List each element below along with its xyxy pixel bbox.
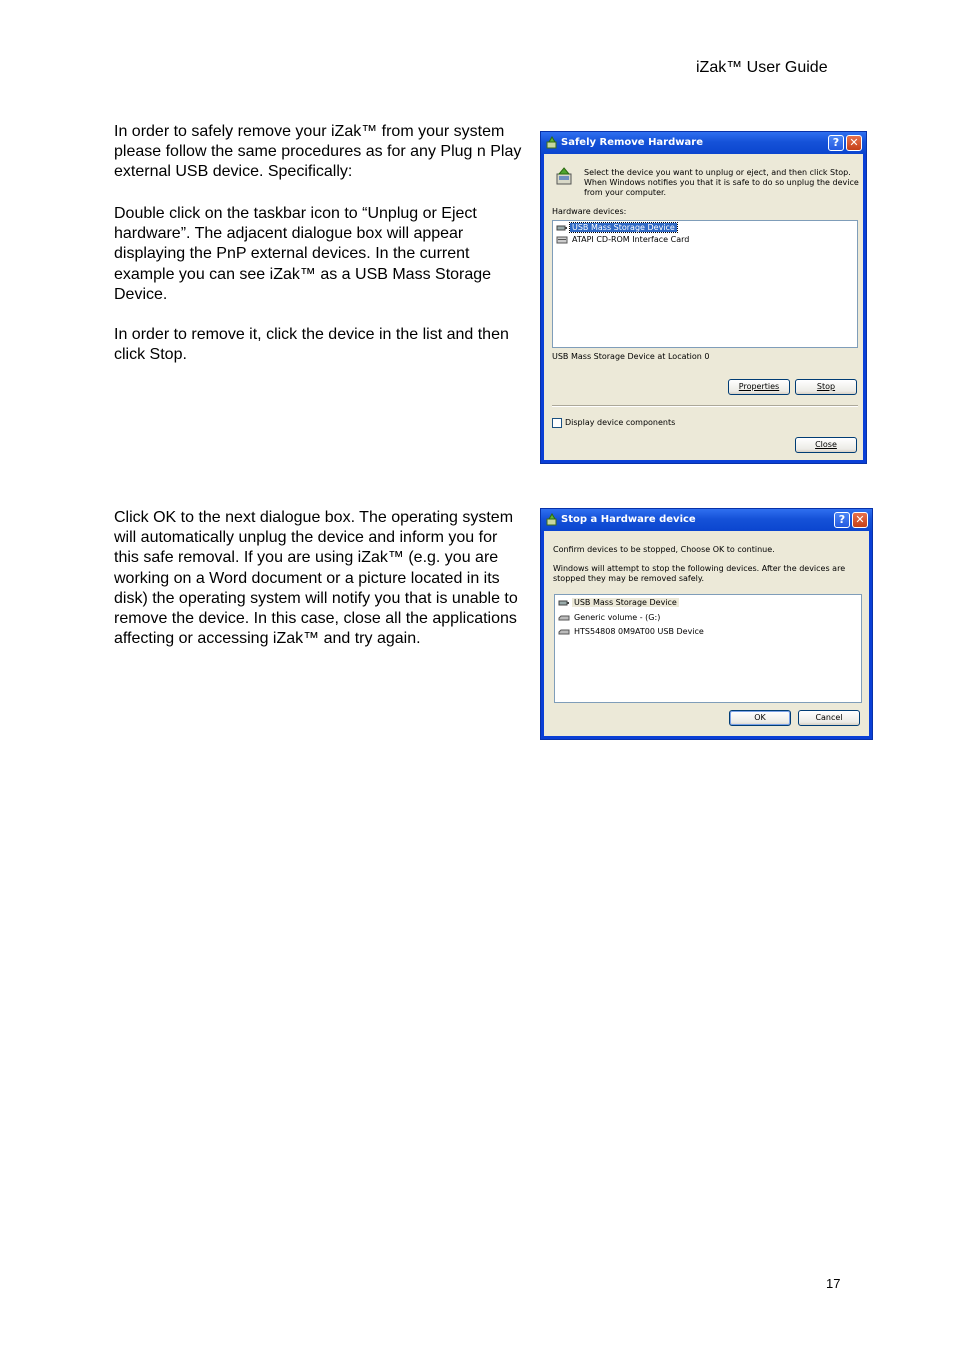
properties-button[interactable]: Properties [728, 379, 790, 395]
page-header-title: iZak™ User Guide [696, 59, 828, 76]
close-window-button[interactable]: ✕ [852, 512, 868, 528]
ok-button[interactable]: OK [729, 710, 791, 726]
info-text: Windows will attempt to stop the following devices. After the devices are stopped they may be removed safely. [553, 564, 846, 583]
display-components-checkbox[interactable] [552, 418, 562, 428]
cdrom-icon [556, 235, 568, 245]
hardware-device-icon [554, 166, 576, 188]
usb-device-icon [556, 223, 568, 233]
dialog-title: Safely Remove Hardware [561, 137, 703, 148]
stop-button[interactable]: Stop [795, 379, 857, 395]
hardware-devices-label: Hardware devices: [552, 207, 627, 216]
separator [552, 405, 858, 407]
instructions-text: Select the device you want to unplug or eject, and then click Stop. When Windows notifies you that it is safe to do so unplug the device from your computer. [584, 168, 859, 197]
help-button[interactable]: ? [828, 135, 844, 151]
safely-remove-icon [545, 136, 559, 150]
paragraph-intro: In order to safely remove your iZak™ from your system please follow the same procedures as for any Plug n Play external USB device. Specifically: [114, 123, 522, 181]
hardware-devices-listbox[interactable] [552, 220, 858, 348]
dialog-client-area [544, 154, 863, 460]
list-item-atapi-cdrom[interactable]: ATAPI CD-ROM Interface Card [556, 234, 691, 246]
dialog-titlebar[interactable] [541, 132, 866, 154]
safely-remove-hardware-dialog [540, 131, 867, 464]
list-item-usb-mass-storage[interactable]: USB Mass Storage Device [558, 597, 679, 609]
paragraph-double-click: Double click on the taskbar icon to “Unplug or Eject hardware”. The adjacent dialogue box will appear displaying the PnP external devices. In the current example you can see iZak™ as a USB Mass Storage Device. [114, 205, 492, 303]
stop-device-icon [545, 513, 559, 527]
device-location-status: USB Mass Storage Device at Location 0 [552, 352, 710, 361]
paragraph-click-ok: Click OK to the next dialogue box. The operating system will automatically unplug the device and inform you for this safe removal. If you are using iZak™ (e.g. you are working on a Word document or a picture located in its disk) the operating system will notify you that is unable to remove the device. In this case, close all the applications affecting or accessing iZak™ and try again. [114, 509, 518, 648]
close-button[interactable]: Close [795, 437, 857, 453]
dialog-title: Stop a Hardware device [561, 514, 696, 525]
devices-to-stop-listbox[interactable] [554, 594, 862, 703]
dialog-client-area [544, 531, 869, 736]
usb-device-icon [558, 598, 570, 608]
list-item-usb-mass-storage[interactable]: USB Mass Storage Device [556, 222, 677, 234]
list-item-hts-usb-device[interactable]: HTS54808 0M9AT00 USB Device [558, 626, 706, 638]
drive-icon [558, 613, 570, 623]
close-window-button[interactable]: ✕ [846, 135, 862, 151]
drive-icon [558, 627, 570, 637]
stop-hardware-device-dialog [540, 508, 873, 740]
dialog-titlebar[interactable] [541, 509, 872, 531]
page-number: 17 [826, 1276, 841, 1291]
help-button[interactable]: ? [834, 512, 850, 528]
confirm-text: Confirm devices to be stopped, Choose OK to continue. [553, 545, 775, 554]
paragraph-click-stop: In order to remove it, click the device in the list and then click Stop. [114, 326, 509, 364]
display-components-label[interactable]: Display device components [565, 418, 676, 427]
list-item-generic-volume[interactable]: Generic volume - (G:) [558, 612, 662, 624]
cancel-button[interactable]: Cancel [798, 710, 860, 726]
